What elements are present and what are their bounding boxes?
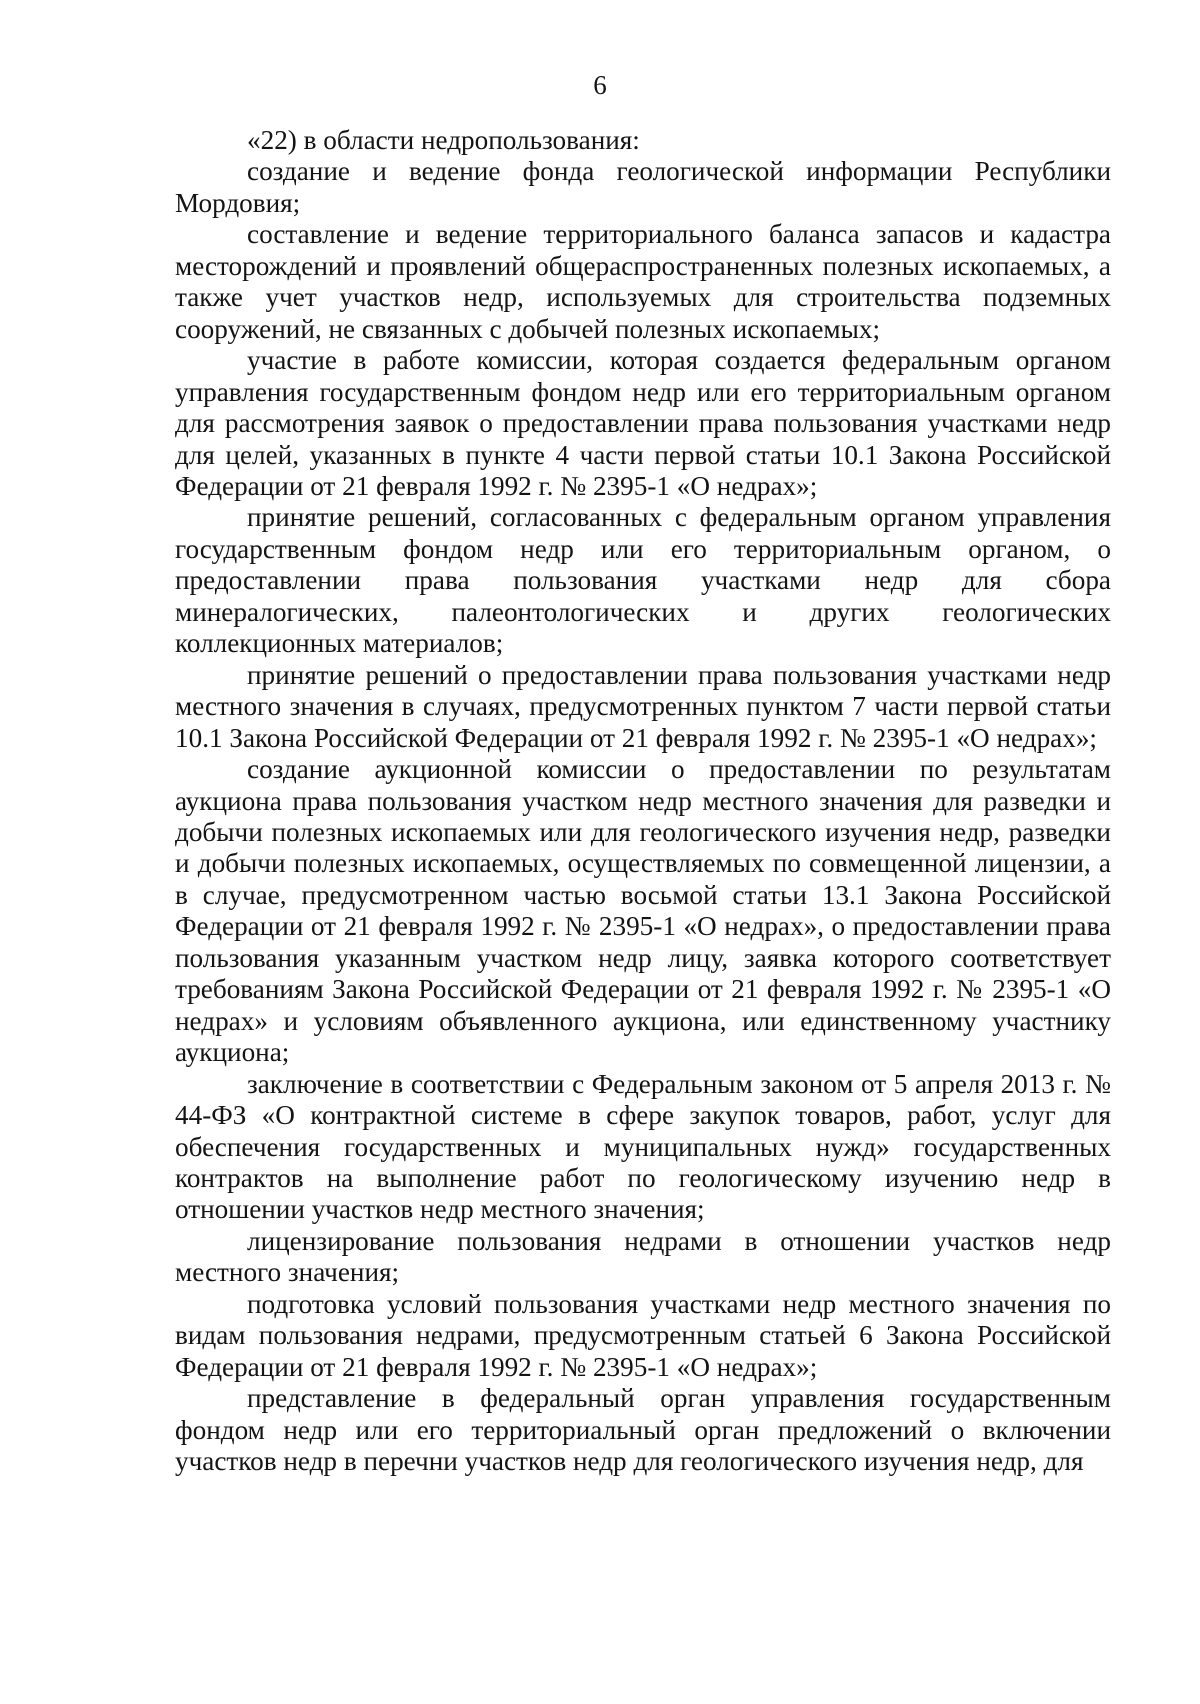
paragraph: составление и ведение территориального баланса запасов и кадастра месторождений и проявлений общераспространенных полезных ископаемых, а также учет участков недр, используемых для строительства подземных сооружений, не связанных с добычей полезных ископаемых; [175, 219, 1111, 344]
paragraph: подготовка условий пользования участками недр местного значения по видам пользования недрами, предусмотренным статьей 6 Закона Российской Федерации от 21 февраля 1992 г. № 2395-1 «О недрах»; [175, 1288, 1111, 1382]
paragraph: создание аукционной комиссии о предоставлении по результатам аукциона права пользования участком недр местного значения для разведки и добычи полезных ископаемых или для геологического изучения недр, разведки и добычи полезных ископаемых, осуществляемых по совмещенной лицензии, а в случае, предусмотренном частью восьмой статьи 13.1 Закона Российской Федерации от 21 февраля 1992 г. № 2395-1 «О недрах», о предоставлении права пользования указанным участком недр лицу, заявка которого соответствует требованиям Закона Российской Федерации от 21 февраля 1992 г. № 2395-1 «О недрах» и условиям объявленного аукциона, или единственному участнику аукциона; [175, 754, 1111, 1068]
paragraph: принятие решений, согласованных с федеральным органом управления государственным фондом недр или его территориальным органом, о предоставлении права пользования участками недр для сбора минералогических, палеонтологических и других геологических коллекционных материалов; [175, 502, 1111, 659]
paragraph: создание и ведение фонда геологической информации Республики Мордовия; [175, 156, 1111, 218]
paragraph: лицензирование пользования недрами в отношении участков недр местного значения; [175, 1225, 1111, 1288]
paragraph: участие в работе комиссии, которая создается федеральным органом управления государственным фондом недр или его территориальным органом для рассмотрения заявок о предоставлении права пользования участками недр для целей, указанных в пункте 4 части первой статьи 10.1 Закона Российской Федерации от 21 февраля 1992 г. № 2395-1 «О недрах»; [175, 345, 1111, 501]
paragraph: принятие решений о предоставлении права пользования участками недр местного значения в случаях, предусмотренных пунктом 7 части первой статьи 10.1 Закона Российской Федерации от 21 февраля 1992 г. № 2395-1 «О недрах»; [175, 659, 1111, 753]
paragraph: заключение в соответствии с Федеральным законом от 5 апреля 2013 г. № 44-ФЗ «О контрактной системе в сфере закупок товаров, работ, услуг для обеспечения государственных и муниципальных нужд» государственных контрактов на выполнение работ по геологическому изучению недр в отношении участков недр местного значения; [175, 1068, 1111, 1225]
document-body [175, 125, 1111, 1477]
page-number: 6 [593, 70, 607, 100]
paragraph-continued: представление в федеральный орган управления государственным фондом недр или его территориальный орган предложений о включении участков недр в перечни участков недр для геологического изучения недр, для [175, 1383, 1111, 1477]
paragraph-section-heading: «22) в области недропользования: [247, 125, 640, 155]
